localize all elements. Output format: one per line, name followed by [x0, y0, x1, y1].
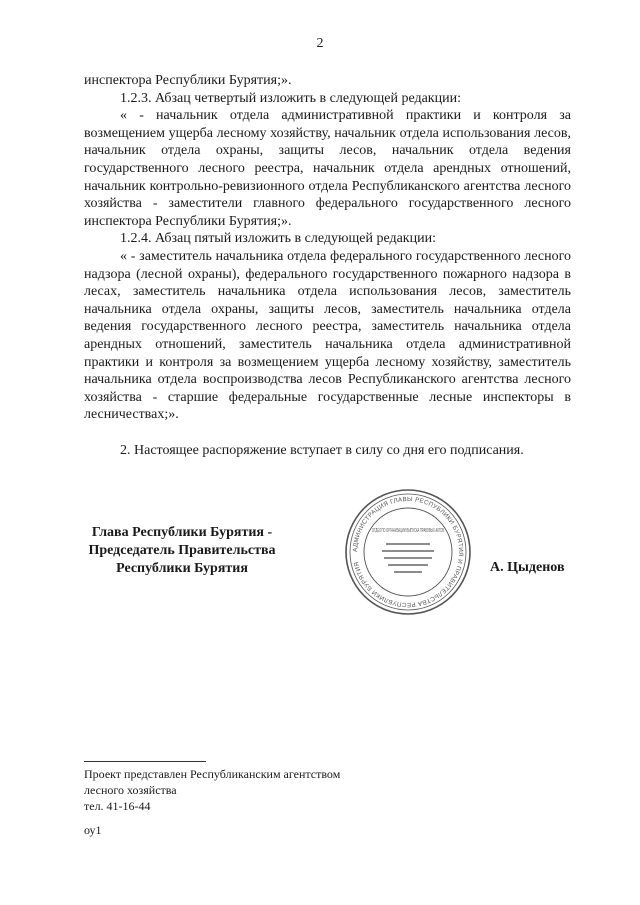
document-body [84, 72, 571, 459]
footnote-line-1: Проект представлен Республиканским агентством [84, 767, 341, 781]
paragraph-1: инспектора Республики Бурятия;». [84, 73, 292, 88]
footnote-line-2: лесного хозяйства [84, 783, 177, 797]
footnote-line-3: тел. 41-16-44 [84, 799, 151, 813]
official-seal [344, 488, 472, 616]
page-number: 2 [316, 36, 324, 51]
paragraph-4: 1.2.4. Абзац пятый изложить в следующей редакции: [120, 231, 436, 247]
signatory-title-line-1: Глава Республики Бурятия - [91, 525, 273, 540]
paragraph-2: 1.2.3. Абзац четвертый изложить в следующей редакции: [120, 90, 461, 106]
footnote-divider [84, 761, 206, 762]
signatory-title-line-3: Республики Бурятия [116, 561, 248, 576]
seal-inner-text: ОТДЕЛ ПО ОРГАНИЗАЦИИ ВЫПУСКА ПРАВОВЫХ АКТОВ [372, 528, 445, 534]
paragraph-3: « - начальник отдела административной практики и контроля за возмещением ущерба лесному хозяйству, начальник отдела использования лесов, начальник отдела охраны, защиты лесов, начальник отдела ведения государственного лесного реестра, начальник отдела арендных отношений, начальник контрольно-ревизионного отдела Республиканского агентства лесного хозяйства - заместители главного федерального государственного лесного инспектора Республики Бурятия;». [84, 108, 571, 229]
svg-text:АДМИНИСТРАЦИЯ ГЛАВЫ РЕСПУБЛИКИ [352, 496, 464, 608]
document-code: оу1 [84, 823, 102, 837]
seal-outer-text: АДМИНИСТРАЦИЯ ГЛАВЫ РЕСПУБЛИКИ БУРЯТИЯ И ПРАВИТЕЛЬСТВА РЕСПУБЛИКИ БУРЯТИЯ [351, 495, 465, 609]
paragraph-6: 2. Настоящее распоряжение вступает в силу со дня его подписания. [120, 442, 524, 458]
signatory-title-line-2: Председатель Правительства [88, 543, 276, 558]
signer-name: А. Цыденов [490, 560, 565, 575]
footnote [84, 766, 340, 814]
signatory-title [76, 524, 288, 578]
paragraph-5: « - заместитель начальника отдела федерального государственного лесного надзора (лесной охраны), федерального государственного пожарного надзора в лесах, заместитель начальника отдела использования лесов, заместитель начальника отдела охраны, защиты лесов, заместитель начальника отдела ведения государственного лесного реестра, заместитель начальника отдела арендных отношений, заместитель начальника отдела административной практики и контроля за возмещением ущерба лесному хозяйству, заместитель начальника отдела воспроизводства лесов Республиканского агентства лесного хозяйства - старшие федеральные государственные лесные инспекторы в лесничествах;». [84, 248, 571, 423]
